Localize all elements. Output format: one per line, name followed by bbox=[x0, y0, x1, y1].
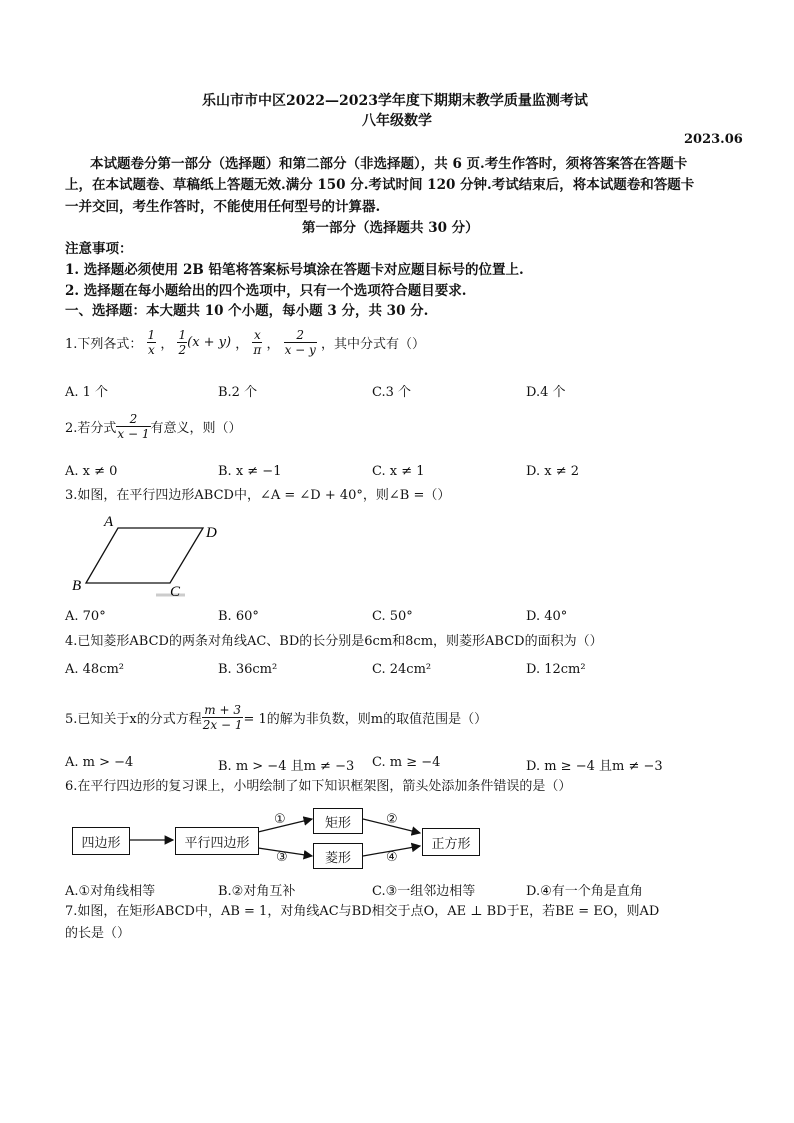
vertex-c-label: C bbox=[170, 584, 181, 600]
q5-prefix: 5.已知关于x的分式方程 bbox=[65, 712, 202, 727]
question-2 bbox=[65, 412, 242, 441]
q2-suffix: 有意义，则（） bbox=[150, 421, 242, 436]
q5-option-b: B. m > −4 且m ≠ −3 bbox=[218, 759, 355, 774]
q4-option-c: C. 24cm² bbox=[372, 662, 432, 677]
q1-expr-1: $\frac{1}{x}$ bbox=[147, 328, 156, 357]
q6-option-c: C.③一组邻边相等 bbox=[372, 884, 476, 899]
notice-1: 1. 选择题必须使用 2B 铅笔将答案标号填涂在答题卡对应题目标号的位置上. bbox=[65, 262, 524, 278]
question-3: 3.如图，在平行四边形ABCD中，∠A = ∠D + 40°，则∠B =（） bbox=[65, 488, 451, 503]
q5-option-d: D. m ≥ −4 且m ≠ −3 bbox=[526, 759, 663, 774]
section-heading: 一、选择题：本大题共 10 个小题，每小题 3 分，共 30 分. bbox=[65, 303, 429, 319]
exam-subtitle: 八年级数学 bbox=[362, 113, 432, 129]
mark-2: ② bbox=[386, 812, 398, 827]
q3-option-b: B. 60° bbox=[218, 609, 259, 624]
box-parallelogram: 平行四边形 bbox=[175, 827, 259, 855]
notice-2: 2. 选择题在每小题给出的四个选项中，只有一个选项符合题目要求. bbox=[65, 283, 467, 299]
q6-option-b: B.②对角互补 bbox=[218, 884, 296, 899]
box-rectangle: 矩形 bbox=[313, 808, 363, 834]
box-quadrilateral: 四边形 bbox=[72, 827, 130, 855]
q2-prefix: 2.若分式 bbox=[65, 421, 117, 436]
box-square: 正方形 bbox=[422, 828, 480, 856]
intro-line-3: 一并交回，考生作答时，不能使用任何型号的计算器. bbox=[65, 199, 381, 215]
q1-option-b: B.2 个 bbox=[218, 385, 258, 400]
q1-expr-4: $\frac{2}{x - y}$ bbox=[284, 328, 316, 357]
vertex-d-label: D bbox=[206, 525, 217, 541]
question-1: 1.下列各式： $\frac{1}{x}$ ， $\frac{1}{2}$ (x + y) ， $\frac{x}{\pi}$ ， $\frac{2}{x - y}$ ，其中分式有（） bbox=[65, 328, 425, 357]
vertex-b-label: B bbox=[72, 578, 82, 594]
q1-expr-3: $\frac{x}{\pi}$ bbox=[253, 328, 262, 357]
vertex-a-label: A bbox=[104, 514, 114, 530]
intro-line-1: 本试题卷分第一部分（选择题）和第二部分（非选择题），共 6 页.考生作答时，须将答案答在答题卡 bbox=[90, 156, 688, 172]
mark-1: ① bbox=[274, 812, 286, 827]
q4-option-a: A. 48cm² bbox=[65, 662, 125, 677]
q1-expr-2: $\frac{1}{2}$ bbox=[178, 328, 187, 357]
exam-title: 乐山市市中区2022—2023学年度下期期末教学质量监测考试 bbox=[202, 93, 588, 109]
question-5 bbox=[65, 703, 487, 732]
q6-option-a: A.①对角线相等 bbox=[65, 884, 156, 899]
q2-option-c: C. x ≠ 1 bbox=[372, 464, 425, 479]
q1-option-d: D.4 个 bbox=[526, 385, 566, 400]
q3-option-d: D. 40° bbox=[526, 609, 568, 624]
q5-option-c: C. m ≥ −4 bbox=[372, 755, 441, 770]
q2-fraction: $\frac{2}{x - 1}$ bbox=[117, 412, 150, 441]
box-rhombus: 菱形 bbox=[313, 843, 363, 869]
exam-date: 2023.06 bbox=[684, 132, 743, 147]
mark-3: ③ bbox=[276, 850, 288, 865]
parallelogram-figure bbox=[70, 512, 230, 602]
q4-option-b: B. 36cm² bbox=[218, 662, 278, 677]
mark-4: ④ bbox=[386, 850, 398, 865]
q5-option-a: A. m > −4 bbox=[65, 755, 134, 770]
notice-title: 注意事项： bbox=[65, 241, 133, 257]
q5-suffix: = 1的解为非负数，则m的取值范围是（） bbox=[243, 712, 488, 727]
q2-option-a: A. x ≠ 0 bbox=[65, 464, 118, 479]
intro-line-2: 上，在本试题卷、草稿纸上答题无效.满分 150 分.考试时间 120 分钟.考试结束后，将本试题卷和答题卡 bbox=[65, 177, 695, 193]
q3-option-c: C. 50° bbox=[372, 609, 413, 624]
question-4: 4.已知菱形ABCD的两条对角线AC、BD的长分别是6cm和8cm，则菱形ABCD的面积为（） bbox=[65, 634, 603, 649]
q1-option-a: A. 1 个 bbox=[65, 385, 109, 400]
q2-option-d: D. x ≠ 2 bbox=[526, 464, 579, 479]
q5-fraction: $\frac{m + 3}{2x - 1}$ bbox=[202, 703, 243, 732]
q1-suffix: ，其中分式有（） bbox=[320, 337, 425, 352]
q2-option-b: B. x ≠ −1 bbox=[218, 464, 282, 479]
q4-option-d: D. 12cm² bbox=[526, 662, 586, 677]
q3-option-a: A. 70° bbox=[65, 609, 106, 624]
question-7-line-2: 的长是（） bbox=[65, 926, 131, 941]
question-6: 6.在平行四边形的复习课上，小明绘制了如下知识框架图，箭头处添加条件错误的是（） bbox=[65, 779, 572, 794]
q6-option-d: D.④有一个角是直角 bbox=[526, 884, 643, 899]
question-7-line-1: 7.如图，在矩形ABCD中，AB = 1，对角线AC与BD相交于点O，AE ⊥ BD于E，若BE = EO，则AD bbox=[65, 904, 660, 919]
part1-heading: 第一部分（选择题共 30 分） bbox=[302, 220, 479, 236]
q1-option-c: C.3 个 bbox=[372, 385, 412, 400]
parallelogram-shape bbox=[86, 528, 203, 583]
q1-prefix: 1.下列各式： bbox=[65, 337, 143, 352]
